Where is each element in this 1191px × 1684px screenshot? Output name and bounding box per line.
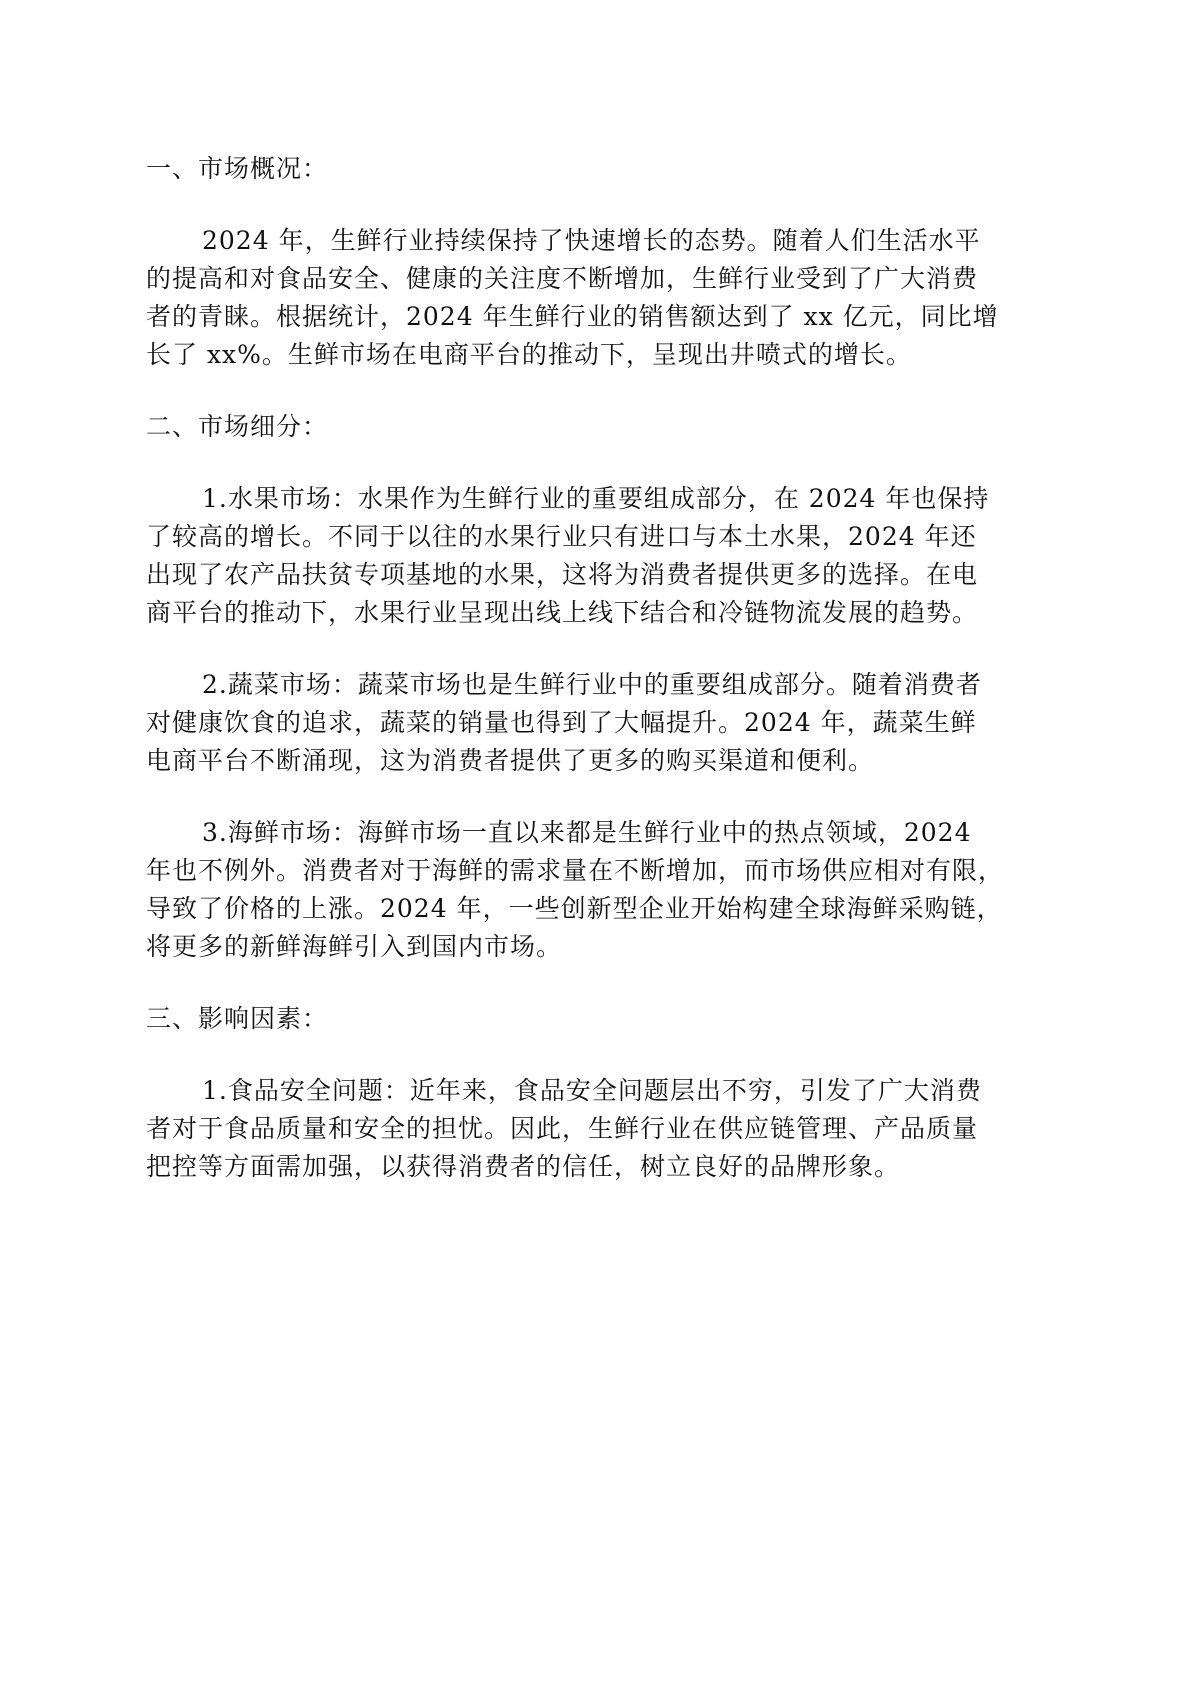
paragraph-line: 的提高和对食品安全、健康的关注度不断增加，生鲜行业受到了广大消费 (146, 264, 979, 293)
paragraph-line: 1.水果市场：水果作为生鲜行业的重要组成部分，在 2024 年也保持 (202, 484, 990, 513)
paragraph-line: 3.海鲜市场：海鲜市场一直以来都是生鲜行业中的热点领域，2024 (202, 818, 972, 847)
document-body (146, 150, 1046, 1220)
paragraph-vegetable-market (146, 666, 1046, 780)
paragraph-line: 者的青睐。根据统计，2024 年生鲜行业的销售额达到了 xx 亿元，同比增 (146, 302, 999, 331)
paragraph-line: 将更多的新鲜海鲜引入到国内市场。 (146, 932, 563, 961)
paragraph-line: 长了 xx%。生鲜市场在电商平台的推动下，呈现出井喷式的增长。 (146, 340, 912, 369)
paragraph-line: 年也不例外。消费者对于海鲜的需求量在不断增加，而市场供应相对有限， (146, 856, 1005, 885)
section-heading-market-segmentation: 二、市场细分： (146, 412, 329, 441)
paragraph-line: 2024 年，生鲜行业持续保持了快速增长的态势。随着人们生活水平 (202, 226, 981, 255)
paragraph-line: 了较高的增长。不同于以往的水果行业只有进口与本土水果，2024 年还 (146, 522, 977, 551)
paragraph-line: 商平台的推动下，水果行业呈现出线上线下结合和冷链物流发展的趋势。 (146, 598, 979, 627)
section-heading-market-overview: 一、市场概况： (146, 154, 329, 183)
section-heading-influencing-factors: 三、影响因素： (146, 1004, 329, 1033)
paragraph-line: 电商平台不断涌现，这为消费者提供了更多的购买渠道和便利。 (146, 746, 875, 775)
paragraph-line: 1.食品安全问题：近年来，食品安全问题层出不穷，引发了广大消费 (202, 1076, 982, 1105)
paragraph-line: 对健康饮食的追求，蔬菜的销量也得到了大幅提升。2024 年，蔬菜生鲜 (146, 708, 977, 737)
paragraph-line: 2.蔬菜市场：蔬菜市场也是生鲜行业中的重要组成部分。随着消费者 (202, 670, 982, 699)
paragraph-line: 导致了价格的上涨。2024 年，一些创新型企业开始构建全球海鲜采购链， (146, 894, 1003, 923)
paragraph-food-safety (146, 1072, 1046, 1186)
paragraph-seafood-market (146, 814, 1046, 966)
paragraph-line: 出现了农产品扶贫专项基地的水果，这将为消费者提供更多的选择。在电 (146, 560, 979, 589)
paragraph-line: 把控等方面需加强，以获得消费者的信任，树立良好的品牌形象。 (146, 1152, 901, 1181)
paragraph-line: 者对于食品质量和安全的担忧。因此，生鲜行业在供应链管理、产品质量 (146, 1114, 979, 1143)
paragraph-market-overview (146, 222, 1046, 374)
paragraph-fruit-market (146, 480, 1046, 632)
